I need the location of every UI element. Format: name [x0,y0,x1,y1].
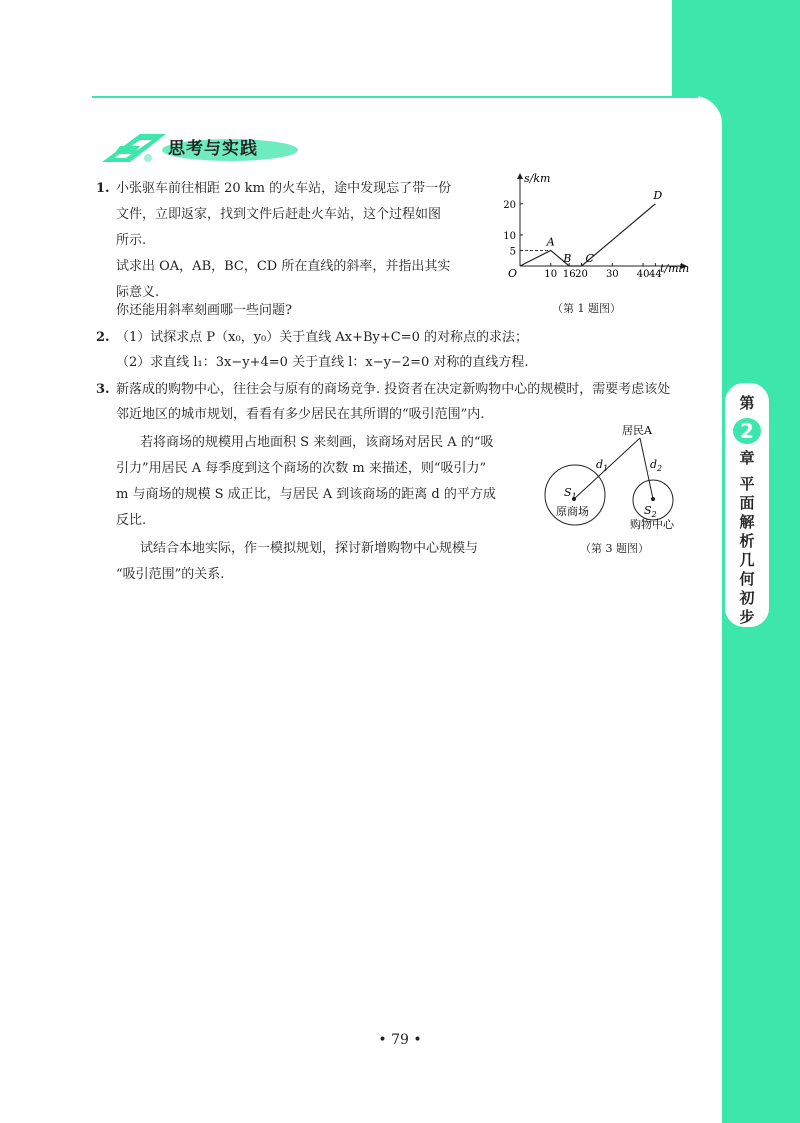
problem-2-line2: （2）求直线 l₁：3x−y+4=0 关于直线 l：x−y−2=0 对称的直线方程. [116,355,529,370]
problem-1-line4: 试求出 OA，AB，BC，CD 所在直线的斜率，并指出其实 [116,259,451,274]
problem-3-number: 3. [96,382,110,397]
x-tick-label-16: 16 [562,269,576,280]
d2-label: $d_2$ [650,458,663,473]
y-tick-label-5: 5 [509,246,516,258]
s1-label: $S_1$ [564,486,577,501]
x-tick-label-10: 10 [544,269,558,280]
figure-3-caption: （第 3 题图） [580,542,649,555]
top-rule [92,96,698,98]
problem-1-line5: 际意义. [116,285,160,300]
problem-1-line2: 文件，立即返家，找到文件后赶赴火车站，这个过程如图 [116,207,442,222]
problem-3-line4: 引力”用居民 A 每季度到这个商场的次数 m 来描述，则“吸引力” [116,461,487,476]
page-number: • 79 • [378,1032,422,1048]
problem-3-line8: “吸引范围”的关系. [116,567,225,582]
chapter-suffix: 章 [739,449,755,467]
point-label-A: A [546,235,555,249]
y-axis-label: s/km [524,172,551,185]
x-tick-label-44: 44 [649,269,662,280]
s2-label: $S_2$ [644,504,657,519]
chapter-tab [724,382,770,628]
point-label-B: B [563,252,572,265]
y-tick-label-20: 20 [503,199,516,211]
problem-3-line6: 反比. [116,513,147,528]
shopping-attraction-diagram [540,420,690,540]
x-tick-label-30: 30 [605,269,619,280]
new-mall-point [651,497,655,501]
chapter-title: 平面解析几何初步 [739,475,755,626]
problem-1-line3: 所示. [116,233,147,248]
problem-1-line1: 小张驱车前往相距 20 km 的火车站，途中发现忘了带一份 [116,181,452,196]
x-tick-label-40: 40 [636,269,650,280]
problem-1-line6: 你还能用斜率刻画哪一些问题? [116,303,292,318]
point-label-D: D [653,188,663,202]
d1-label: $d_1$ [596,458,609,473]
section-header [100,128,300,168]
chapter-prefix: 第 [739,394,755,412]
resident-label: 居民A [622,424,652,437]
x-axis-label: t/min [660,262,690,275]
problem-3-line7: 试结合本地实际，作一模拟规划，探讨新增购物中心规模与 [140,541,479,556]
distance-time-chart [500,172,690,297]
x-tick-label-20: 20 [575,269,588,280]
new-mall-label: 购物中心 [630,518,674,531]
problem-1-number: 1. [96,181,110,196]
section-title: 思考与实践 [168,139,258,159]
y-tick-label-10: 10 [503,230,516,242]
point-label-C: C [585,252,594,265]
problem-3-line5: m 与商场的规模 S 成正比，与居民 A 到该商场的距离 d 的平方成 [116,487,496,502]
problem-3-line2: 邻近地区的城市规划，看看有多少居民在其所谓的“吸引范围”内. [116,407,485,422]
chapter-number: 2 [733,418,761,444]
problem-2-line1: （1）试探求点 P（x₀，y₀）关于直线 Ax+By+C=0 的对称点的求法； [116,330,529,345]
figure-1-caption: （第 1 题图） [552,302,621,315]
problem-2-number: 2. [96,330,110,345]
problem-3-line3: 若将商场的规模用占地面积 S 来刻画，该商场对居民 A 的“吸 [140,435,494,450]
problem-3-line1: 新落成的购物中心，往往会与原有的商场竞争. 投资者在决定新购物中心的规模时，需要考虑该处 [116,382,671,397]
origin-label: O [508,267,518,280]
old-mall-label: 原商场 [556,505,589,518]
